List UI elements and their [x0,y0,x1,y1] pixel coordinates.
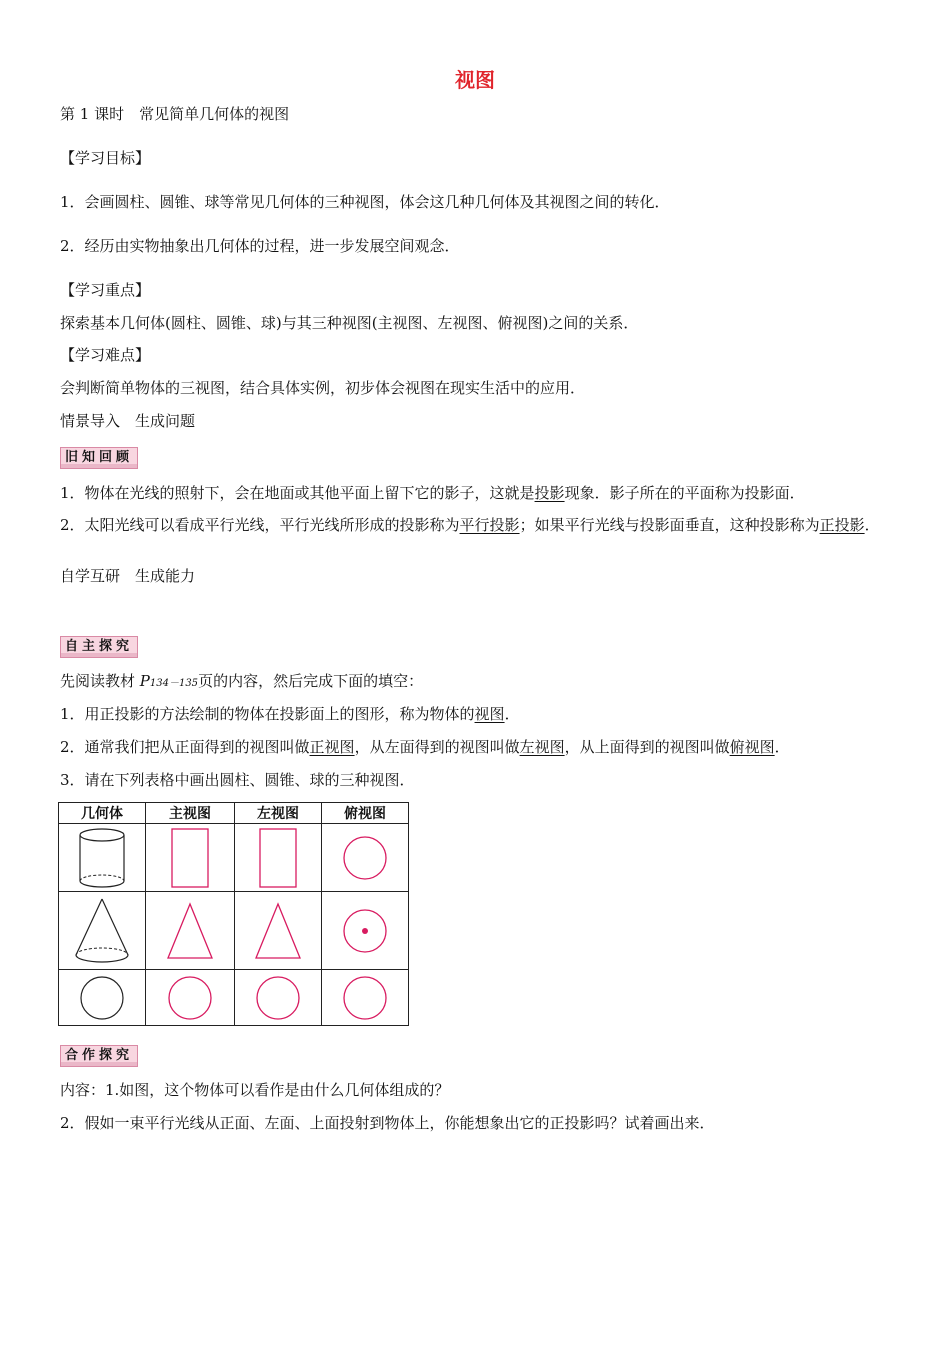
header-front-view: 主视图 [146,803,235,824]
goal-2: 2．经历由实物抽象出几何体的过程，进一步发展空间观念． [60,237,460,255]
circle-shape [165,973,215,1023]
sphere-left-view [235,970,322,1026]
question-text: 2．通常我们把从正面得到的视图叫做 [60,738,310,756]
focus-heading: 【学习重点】 [60,281,151,299]
triangle-shape [250,900,306,962]
question-2 [60,737,790,757]
question-text: ． [504,705,520,723]
table-row [59,970,409,1026]
review-item-2-text: 2．太阳光线可以看成平行光线，平行光线所形成的投影称为 [60,516,460,534]
review-item-1 [60,483,805,503]
review-item-1-text: 投影面 [744,484,790,502]
review-item-2-text: ；如果平行光线与投影面垂直，这种投影称为 [519,516,820,534]
goal-1: 1．会画圆柱、圆锥、球等常见几何体的三种视图，体会这几种几何体及其视图之间的转化． [60,193,670,211]
sphere-top-view [322,970,409,1026]
read-text: 页的内容，然后完成下面的填空： [198,672,424,690]
header-solid: 几何体 [59,803,146,824]
sphere-drawing [77,973,127,1023]
answer-blank: 平行投影 [459,516,520,534]
table-row [59,824,409,892]
explore-badge: 自主探究 [60,636,138,658]
review-item-2 [60,516,898,534]
cone-front-view [146,892,235,970]
page-range: 134－135 [149,678,199,689]
answer-blank: 正投影 [819,516,865,534]
circle-shape [340,833,390,883]
cooperate-item-2: 2．假如一束平行光线从正面、左面、上面投射到物体上，你能想象出它的正投影吗？试着画出来． [60,1114,715,1132]
cone-drawing [70,897,134,965]
cooperate-item-1: 内容：1.如图，这个物体可以看作是由什么几何体组成的？ [60,1081,450,1099]
lesson-heading: 第 1 课时 常见简单几何体的视图 [60,105,290,123]
answer-blank: 正视图 [309,738,355,756]
cylinder-top-view [322,824,409,892]
table-header-row [59,803,409,824]
read-text: 先阅读教材 [60,672,140,690]
cylinder-left-view [235,824,322,892]
review-badge: 旧知回顾 [60,447,138,469]
question-3: 3．请在下列表格中画出圆柱、圆锥、球的三种视图． [60,771,415,789]
question-text: ，从左面得到的视图叫做 [354,738,520,756]
rectangle-shape [168,827,212,889]
review-item-1-text: 现象．影子所在的平面称为 [564,484,745,502]
question-1 [60,704,520,724]
rectangle-shape [256,827,300,889]
triangle-shape [162,900,218,962]
page-ref: P [139,672,150,690]
circle-shape [253,973,303,1023]
answer-blank: 俯视图 [729,738,775,756]
intro-heading: 情景导入 生成问题 [60,412,196,430]
cylinder-front-view [146,824,235,892]
difficulty-text: 会判断简单物体的三视图，结合具体实例，初步体会视图在现实生活中的应用． [60,379,586,397]
header-top-view: 俯视图 [322,803,409,824]
cylinder-cell [59,824,146,892]
review-item-2-text: ． [864,516,880,534]
answer-blank: 左视图 [519,738,565,756]
cone-cell [59,892,146,970]
answer-blank: 投影 [534,484,565,502]
self-study-heading: 自学互研 生成能力 [60,567,196,585]
sphere-front-view [146,970,235,1026]
cooperate-badge: 合作探究 [60,1045,138,1067]
review-item-1-text: 1．物体在光线的照射下，会在地面或其他平面上留下它的影子，这就是 [60,484,535,502]
question-text: ． [774,738,790,756]
cone-top-view [322,892,409,970]
table-row [59,892,409,970]
circle-shape [340,973,390,1023]
sphere-cell [59,970,146,1026]
goals-heading: 【学习目标】 [60,149,151,167]
review-item-1-text: ． [789,484,805,502]
question-text: 1．用正投影的方法绘制的物体在投影面上的图形，称为物体的 [60,705,475,723]
circle-with-center-shape [340,906,390,956]
page-title: 视图 [455,68,495,92]
focus-text: 探索基本几何体(圆柱、圆锥、球)与其三种视图(主视图、左视图、俯视图)之间的关系． [60,314,639,332]
three-views-table [58,802,409,1026]
cylinder-drawing [72,827,132,889]
question-text: ，从上面得到的视图叫做 [564,738,730,756]
cone-left-view [235,892,322,970]
difficulty-heading: 【学习难点】 [60,346,151,364]
read-instruction [60,671,423,694]
answer-blank: 视图 [474,705,505,723]
header-left-view: 左视图 [235,803,322,824]
